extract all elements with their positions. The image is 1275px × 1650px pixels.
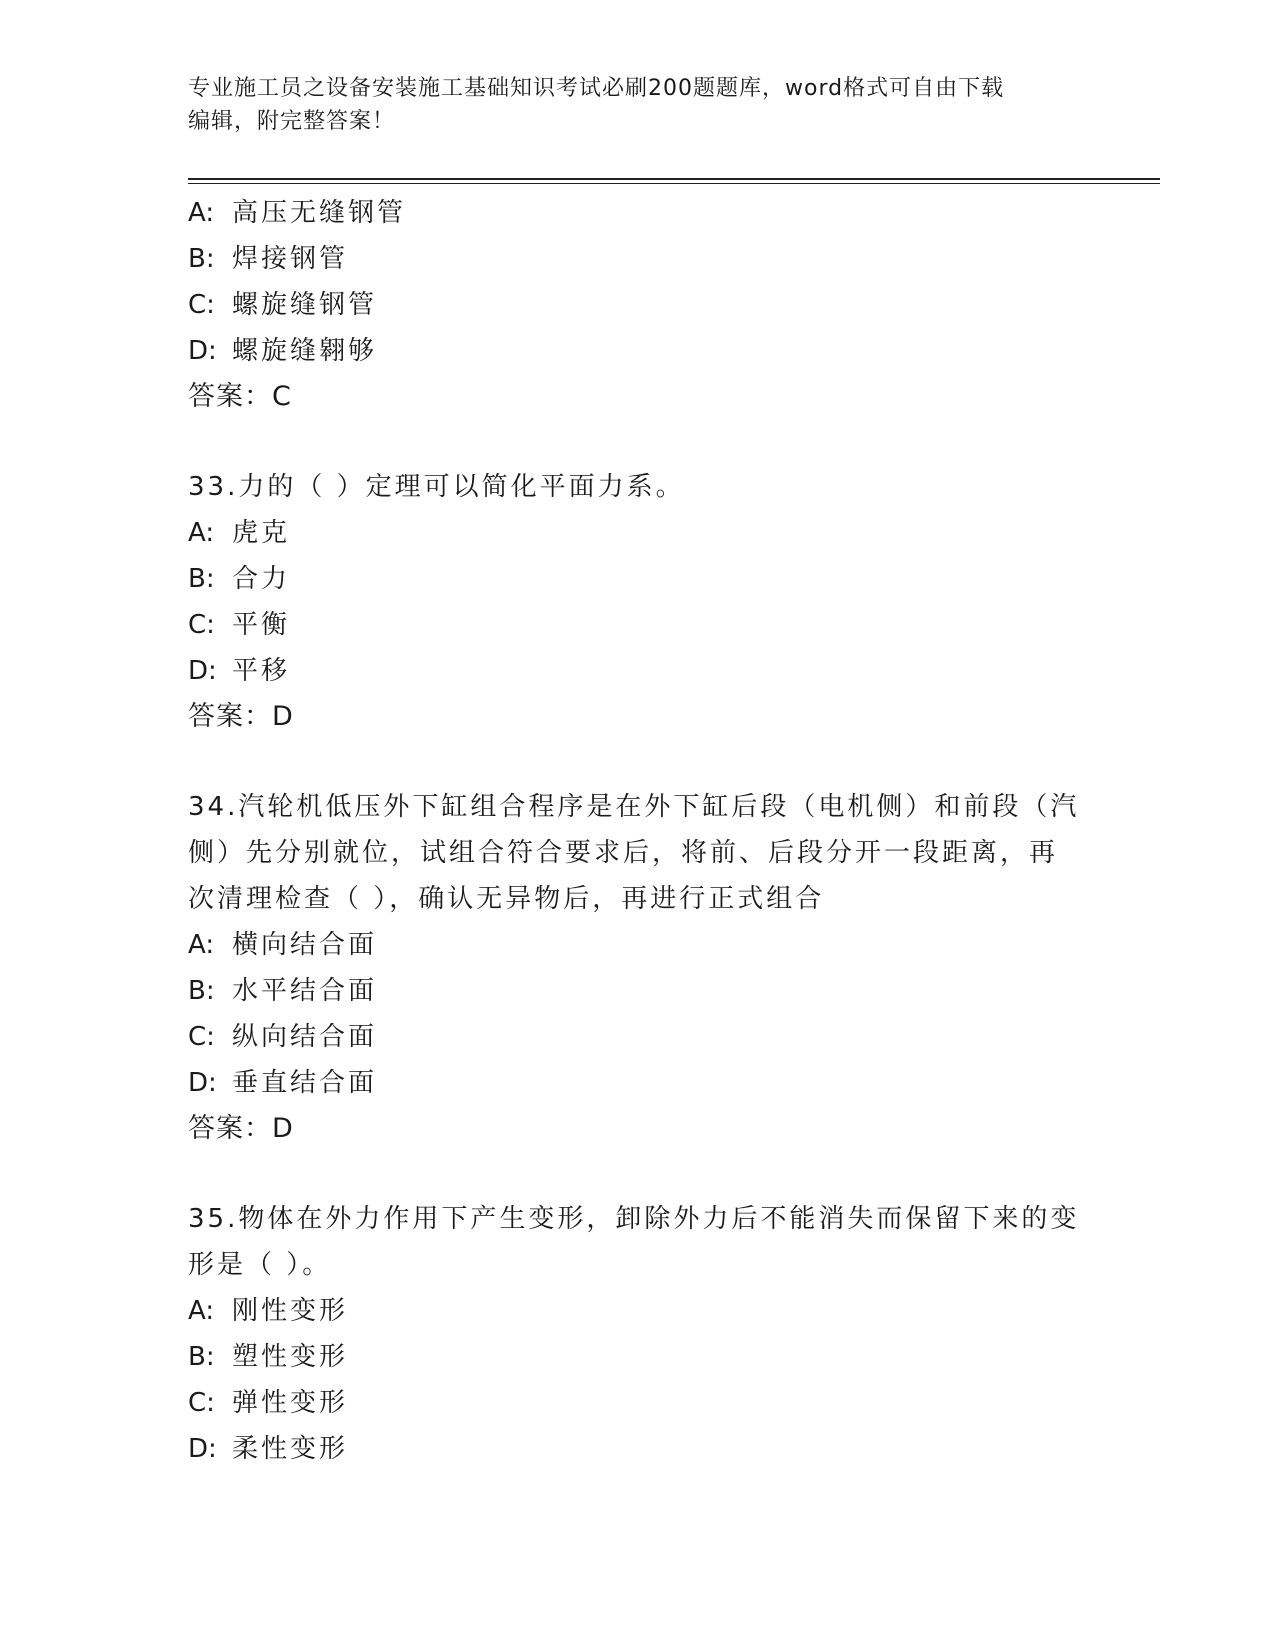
option-text: 弹性变形 — [232, 1388, 349, 1418]
option-text: 平衡 — [232, 610, 291, 640]
option-text: 柔性变形 — [232, 1434, 349, 1464]
question-stem — [188, 464, 1088, 510]
header-divider-thin — [188, 183, 1160, 184]
option-text: 塑性变形 — [232, 1342, 349, 1372]
option-text: 虎克 — [232, 518, 291, 548]
option-row — [188, 1334, 1088, 1380]
option-row — [188, 328, 1088, 374]
option-text: 刚性变形 — [232, 1296, 349, 1326]
option-row — [188, 1380, 1088, 1426]
option-letter: A: — [188, 930, 215, 960]
option-row — [188, 1426, 1088, 1472]
option-text: 纵向结合面 — [232, 1022, 378, 1052]
option-text: 垂直结合面 — [232, 1068, 378, 1098]
answer-line: 答案：D — [188, 701, 294, 732]
question-content — [188, 190, 1088, 1472]
option-text: 横向结合面 — [232, 930, 378, 960]
option-row — [188, 1014, 1088, 1060]
option-row — [188, 236, 1088, 282]
spacer — [188, 740, 1088, 784]
option-row — [188, 968, 1088, 1014]
spacer — [188, 420, 1088, 464]
option-row — [188, 602, 1088, 648]
question-line: 侧）先分别就位，试组合符合要求后，将前、后段分开一段距离，再 — [188, 838, 1059, 868]
option-row — [188, 648, 1088, 694]
question-stem — [188, 784, 1088, 922]
option-letter: C: — [188, 610, 215, 640]
question-line: 34.汽轮机低压外下缸组合程序是在外下缸后段（电机侧）和前段（汽 — [188, 792, 1080, 822]
spacer — [188, 1152, 1088, 1196]
option-text: 螺旋缝翱够 — [232, 336, 378, 366]
option-text: 水平结合面 — [232, 976, 378, 1006]
option-letter: C: — [188, 290, 215, 320]
option-letter: A: — [188, 198, 215, 228]
option-row — [188, 1060, 1088, 1106]
option-letter: D: — [188, 1068, 217, 1098]
option-row — [188, 922, 1088, 968]
option-letter: B: — [188, 976, 215, 1006]
question-line: 33.力的（ ）定理可以简化平面力系。 — [188, 472, 685, 502]
question-block-34 — [188, 784, 1088, 1152]
option-letter: B: — [188, 244, 215, 274]
option-row — [188, 510, 1088, 556]
option-text: 平移 — [232, 656, 291, 686]
option-letter: B: — [188, 1342, 215, 1372]
answer-line: 答案：D — [188, 1113, 294, 1144]
option-row — [188, 190, 1088, 236]
option-row — [188, 1288, 1088, 1334]
option-text: 焊接钢管 — [232, 244, 349, 274]
question-line: 形是（ ）。 — [188, 1250, 332, 1280]
page-header — [188, 72, 1068, 138]
option-letter: C: — [188, 1388, 215, 1418]
option-row — [188, 282, 1088, 328]
question-block-35 — [188, 1196, 1088, 1472]
option-letter: A: — [188, 1296, 215, 1326]
option-text: 高压无缝钢管 — [232, 198, 407, 228]
question-stem — [188, 1196, 1088, 1288]
option-letter: B: — [188, 564, 215, 594]
question-block-continued — [188, 190, 1088, 420]
header-title-line-1: 专业施工员之设备安装施工基础知识考试必刷200题题库，word格式可自由下载 — [188, 76, 1005, 101]
question-block-33 — [188, 464, 1088, 740]
option-letter: A: — [188, 518, 215, 548]
option-row — [188, 556, 1088, 602]
answer-line: 答案：C — [188, 381, 292, 412]
option-letter: C: — [188, 1022, 215, 1052]
option-letter: D: — [188, 1434, 217, 1464]
option-text: 螺旋缝钢管 — [232, 290, 378, 320]
header-divider-thick — [188, 178, 1160, 180]
option-letter: D: — [188, 336, 217, 366]
option-text: 合力 — [232, 564, 291, 594]
option-letter: D: — [188, 656, 217, 686]
question-line: 次清理检查（ ），确认无异物后，再进行正式组合 — [188, 884, 825, 914]
question-line: 35.物体在外力作用下产生变形，卸除外力后不能消失而保留下来的变 — [188, 1204, 1080, 1234]
header-title-line-2: 编辑，附完整答案！ — [188, 109, 396, 134]
